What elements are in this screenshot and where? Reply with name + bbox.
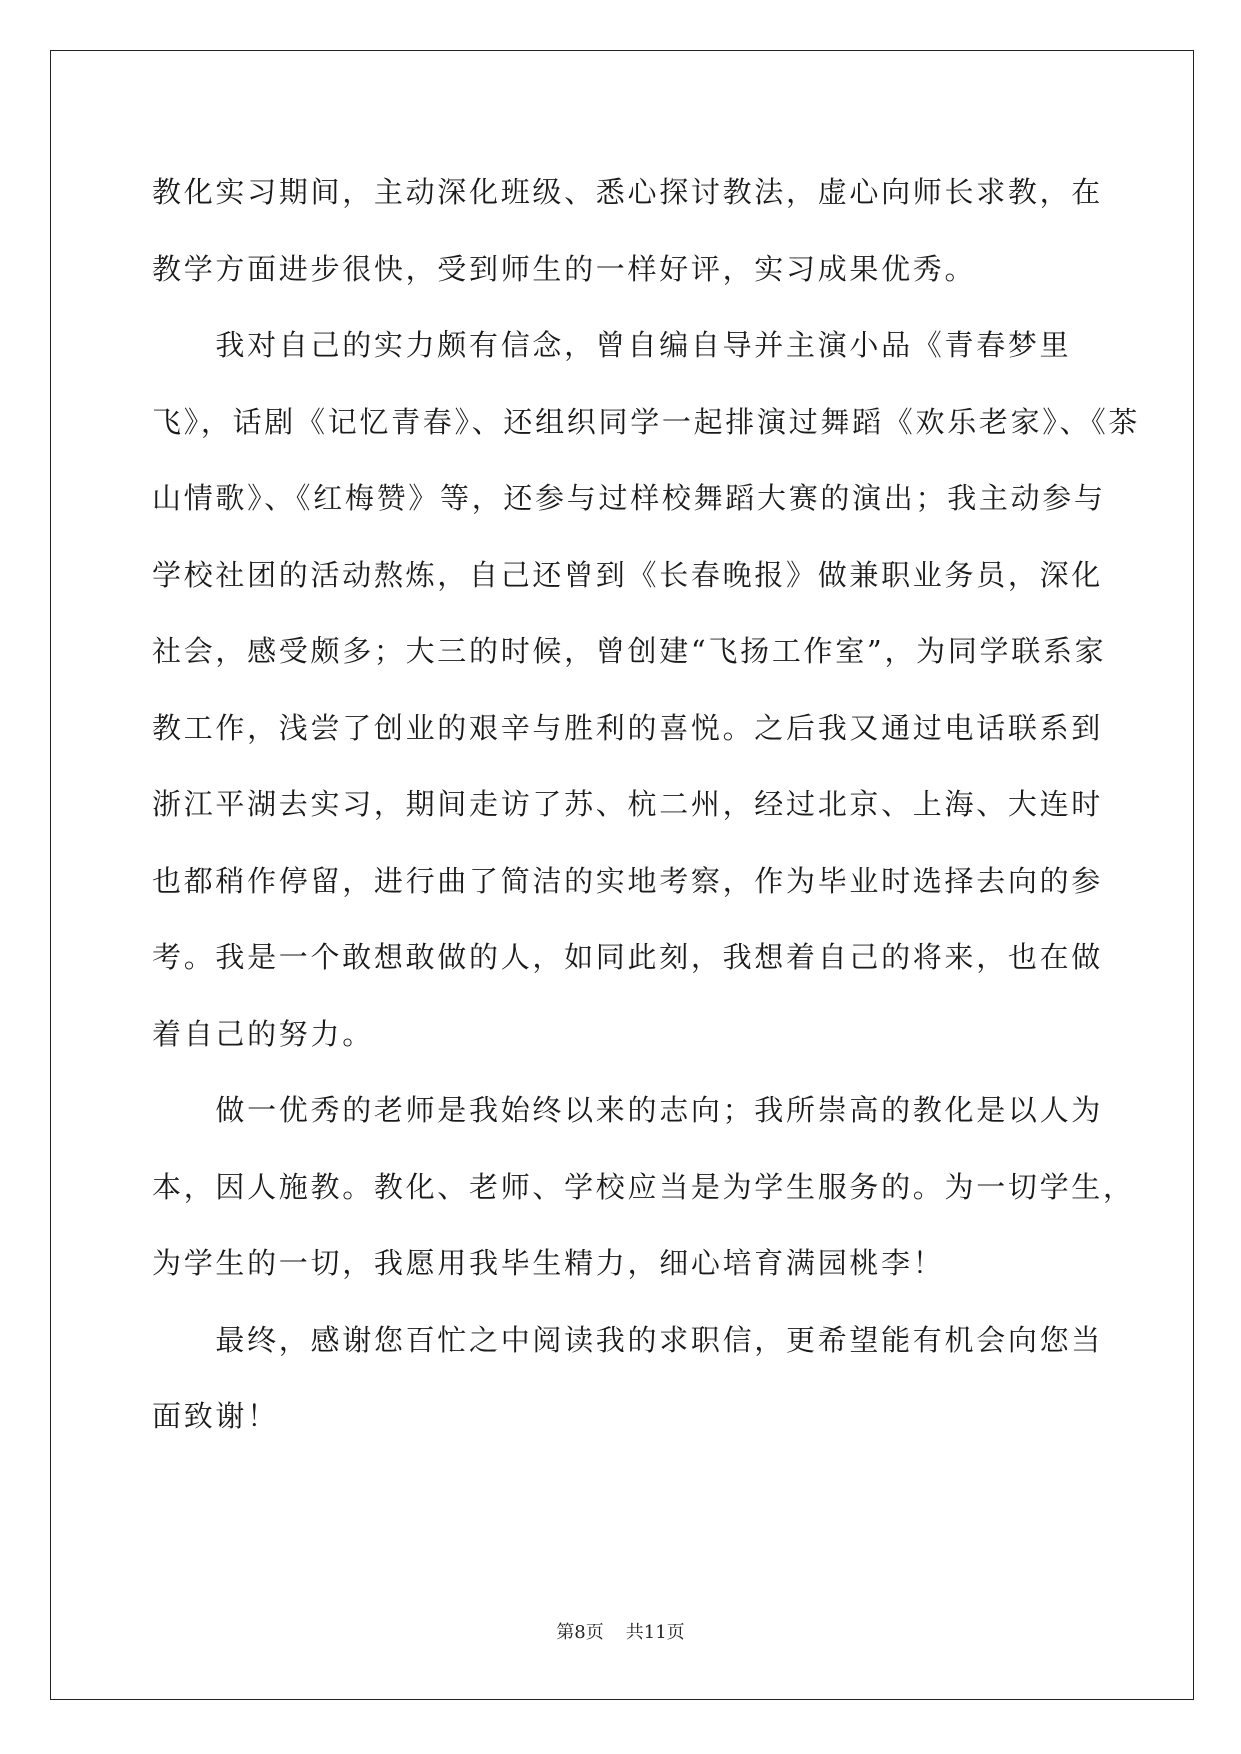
text-line: 也都稍作停留，进行曲了简洁的实地考察，作为毕业时选择去向的参 [152, 863, 1104, 898]
paragraph-2 [152, 307, 1141, 1072]
text-line: 着自己的努力。 [152, 1016, 374, 1051]
text-line: 考。我是一个敢想敢做的人，如同此刻，我想着自己的将来，也在做 [152, 940, 1104, 974]
paragraph-3 [152, 1072, 1135, 1302]
paragraph-1 [152, 154, 1104, 307]
text-line: 学校社团的活动熬炼，自己还曾到《长春晚报》做兼职业务员，深化 [152, 557, 1104, 592]
page-footer [0, 1622, 1241, 1644]
text-line: 最终，感谢您百忙之中阅读我的求职信，更希望能有机会向您当 [152, 1322, 1104, 1357]
text-line: 本，因人施教。教化、老师、学校应当是为学生服务的。为一切学生， [152, 1169, 1135, 1204]
text-line: 做一优秀的老师是我始终以来的志向；我所崇高的教化是以人为 [152, 1093, 1104, 1127]
text-line: 教工作，浅尝了创业的艰辛与胜利的喜悦。之后我又通过电话联系到 [152, 710, 1104, 745]
text-line: 飞》，话剧《记忆青春》、还组织同学一起排演过舞蹈《欢乐老家》、《茶 [152, 404, 1141, 439]
page-number-total: 共11页 [625, 1622, 685, 1643]
text-line: 社会，感受颇多；大三的时候，曾创建“飞扬工作室”，为同学联系家 [152, 634, 1107, 668]
page-number-current: 第8页 [556, 1622, 604, 1643]
text-line: 教学方面进步很快，受到师生的一样好评，实习成果优秀。 [152, 251, 977, 286]
paragraph-4 [152, 1302, 1104, 1455]
text-line: 为学生的一切，我愿用我毕生精力，细心培育满园桃李！ [152, 1246, 945, 1280]
document-body [152, 154, 1141, 1455]
text-line: 浙江平湖去实习，期间走访了苏、杭二州，经过北京、上海、大连时 [152, 787, 1104, 821]
text-line: 山情歌》、《红梅赞》等，还参与过样校舞蹈大赛的演出；我主动参与 [152, 481, 1106, 515]
text-line: 教化实习期间，主动深化班级、悉心探讨教法，虚心向师长求教，在 [152, 175, 1104, 209]
text-line: 面致谢！ [152, 1399, 279, 1433]
text-line: 我对自己的实力颇有信念，曾自编自导并主演小品《青春梦里 [152, 328, 1072, 362]
